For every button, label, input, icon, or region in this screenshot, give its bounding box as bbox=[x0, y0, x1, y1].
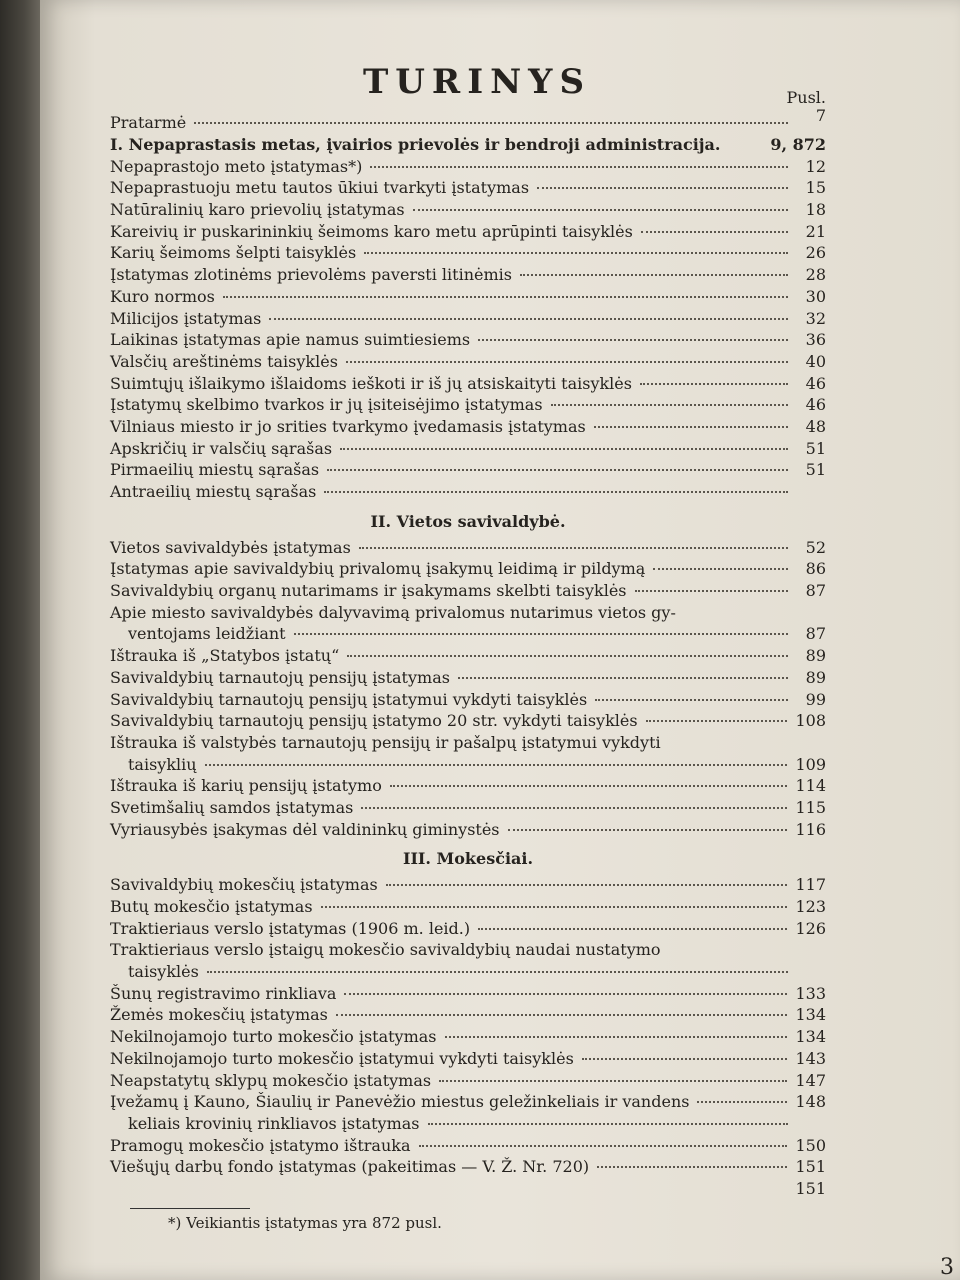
toc-entry bbox=[110, 264, 826, 286]
entry-page: 150 bbox=[795, 1135, 826, 1155]
entry-page: 116 bbox=[795, 819, 826, 839]
entry-page: 48 bbox=[805, 416, 826, 436]
dot-leader bbox=[294, 633, 788, 635]
entry-page: 36 bbox=[805, 330, 826, 350]
toc-entry bbox=[110, 918, 826, 940]
entry-text: Kareivių ir puskarininkių šeimoms karo metu aprūpinti taisyklės bbox=[110, 221, 633, 241]
dot-leader bbox=[458, 677, 788, 679]
entry-page: 89 bbox=[805, 667, 826, 687]
entry-page: 126 bbox=[795, 918, 826, 938]
toc-entry bbox=[110, 558, 826, 580]
dot-leader bbox=[359, 547, 788, 549]
section-heading: III. Mokesčiai. bbox=[402, 849, 534, 869]
dot-leader bbox=[207, 971, 788, 973]
toc-entry bbox=[110, 1070, 826, 1092]
entry-text: Pramogų mokesčio įstatymo ištrauka bbox=[110, 1135, 411, 1155]
toc-entry bbox=[110, 983, 826, 1005]
entry-text: Kuro normos bbox=[110, 286, 215, 306]
entry-text: ventojams leidžiant bbox=[128, 624, 286, 644]
toc-entry bbox=[110, 286, 826, 308]
dot-leader bbox=[223, 296, 788, 298]
entry-text: Valsčių areštinėms taisyklės bbox=[110, 351, 338, 371]
toc-entry bbox=[110, 819, 826, 841]
dot-leader bbox=[595, 699, 788, 701]
entry-page: 147 bbox=[795, 1070, 826, 1090]
dot-leader bbox=[344, 993, 787, 995]
entry-page: 87 bbox=[805, 581, 826, 601]
dot-leader bbox=[537, 187, 788, 189]
dot-leader bbox=[641, 231, 788, 233]
toc-entry bbox=[110, 1156, 826, 1178]
dot-leader bbox=[653, 568, 788, 570]
toc-entry bbox=[110, 961, 826, 983]
dot-leader bbox=[635, 590, 789, 592]
toc-entry bbox=[110, 645, 826, 667]
dot-leader bbox=[697, 1101, 787, 1103]
dot-leader bbox=[594, 426, 788, 428]
entry-text: Viešųjų darbų fondo įstatymas (pakeitimas — V. Ž. Nr. 720) bbox=[110, 1157, 590, 1177]
entry-text: Traktieriaus verslo įstatymas (1906 m. leid.) bbox=[110, 918, 471, 938]
footnote: *) Veikiantis įstatymas yra 872 pusl. bbox=[168, 1213, 442, 1232]
dot-leader bbox=[478, 339, 788, 341]
entry-text: Savivaldybių organų nutarimams ir įsakymams skelbti taisyklės bbox=[110, 581, 627, 601]
toc-sections bbox=[110, 134, 826, 1178]
entry-text: Ištrauka iš karių pensijų įstatymo bbox=[110, 776, 382, 796]
entry-page: 99 bbox=[805, 689, 826, 709]
dot-leader bbox=[582, 1058, 788, 1060]
entry-text: Suimtųjų išlaikymo išlaidoms ieškoti ir iš jų atsiskaityti taisyklės bbox=[110, 373, 632, 393]
entry-page: 134 bbox=[795, 1005, 826, 1025]
toc-entry bbox=[110, 623, 826, 645]
toc-entry bbox=[110, 874, 826, 896]
entry-text: Vietos savivaldybės įstatymas bbox=[110, 537, 351, 557]
entry-text: Butų mokesčio įstatymas bbox=[110, 897, 313, 916]
entry-page: 123 bbox=[795, 897, 826, 916]
dot-leader bbox=[478, 928, 787, 930]
toc-entry bbox=[110, 394, 826, 416]
entry-page: 148 bbox=[795, 1092, 826, 1112]
entry-text: Įvežamų į Kauno, Šiaulių ir Panevėžio miestus geležinkeliais ir vandens bbox=[110, 1092, 690, 1112]
entry-text: Traktieriaus verslo įstaigų mokesčio savivaldybių naudai nustatymo bbox=[110, 940, 661, 960]
toc-entry bbox=[110, 667, 826, 689]
dot-leader bbox=[597, 1166, 787, 1168]
entry-text: Nepaprastojo meto įstatymas*) bbox=[110, 156, 363, 176]
entry-text: taisyklės bbox=[128, 962, 199, 982]
entry-page: 51 bbox=[805, 438, 826, 458]
toc-entry bbox=[110, 329, 826, 351]
entry-text: Šunų registravimo rinkliava bbox=[110, 983, 337, 1003]
toc-entry bbox=[110, 710, 826, 732]
dot-leader bbox=[640, 383, 788, 385]
section-heading bbox=[110, 134, 826, 156]
entry-text: Apskričių ir valsčių sąrašas bbox=[110, 438, 333, 458]
entry-page: 87 bbox=[805, 624, 826, 644]
dot-leader bbox=[551, 404, 788, 406]
entry-text: Svetimšalių samdos įstatymas bbox=[110, 797, 354, 817]
entry-text: Įstatymas apie savivaldybių privalomų įsakymų leidimą ir pildymą bbox=[110, 559, 646, 579]
entry-page: 26 bbox=[805, 243, 826, 263]
dot-leader bbox=[340, 448, 788, 450]
entry-page: 134 bbox=[795, 1027, 826, 1047]
entry-page: 30 bbox=[805, 286, 826, 306]
toc-entry bbox=[110, 1004, 826, 1026]
table-of-contents bbox=[110, 60, 826, 1233]
entry-page: 89 bbox=[805, 646, 826, 666]
entry-page: 143 bbox=[795, 1048, 826, 1068]
page-title: TURINYS bbox=[362, 62, 591, 102]
entry-page: 117 bbox=[795, 875, 826, 895]
entry-text: Pirmaeilių miestų sąrašas bbox=[110, 460, 320, 480]
entry-text: Savivaldybių tarnautojų pensijų įstatymo 20 str. vykdyti taisyklės bbox=[110, 711, 638, 731]
entry-text: Milicijos įstatymas bbox=[110, 308, 262, 328]
dot-leader bbox=[346, 361, 788, 363]
entry-page: 15 bbox=[805, 178, 826, 198]
dot-leader bbox=[386, 884, 788, 886]
toc-entry bbox=[110, 156, 826, 178]
entry-text: Karių šeimoms šelpti taisyklės bbox=[110, 243, 357, 263]
entry-text: Ištrauka iš „Statybos įstatų“ bbox=[110, 646, 340, 666]
toc-entry bbox=[110, 373, 826, 395]
entry-text: Ištrauka iš valstybės tarnautojų pensijų ir pašalpų įstatymui vykdyti bbox=[110, 732, 661, 752]
toc-entry bbox=[110, 1026, 826, 1048]
entry-text: Savivaldybių mokesčių įstatymas bbox=[110, 875, 378, 895]
entry-text: Pratarmė bbox=[110, 113, 187, 132]
toc-entry bbox=[110, 1135, 826, 1157]
dot-leader bbox=[520, 274, 788, 276]
entry-page: 21 bbox=[805, 221, 826, 241]
toc-entry bbox=[110, 242, 826, 264]
entry-text: taisyklių bbox=[128, 754, 197, 774]
section-heading-pages: 9, 872 bbox=[770, 134, 826, 154]
entry-page: 40 bbox=[805, 351, 826, 371]
entry-text: Nekilnojamojo turto mokesčio įstatymas bbox=[110, 1027, 437, 1047]
entry-page: 133 bbox=[795, 983, 826, 1003]
toc-entry bbox=[110, 438, 826, 460]
dot-leader bbox=[324, 491, 788, 493]
entry-text: Vyriausybės įsakymas dėl valdininkų giminystės bbox=[110, 819, 500, 839]
entry-text: Savivaldybių tarnautojų pensijų įstatymas bbox=[110, 667, 450, 687]
entry-page: 46 bbox=[805, 395, 826, 415]
dot-leader bbox=[364, 252, 788, 254]
toc-entry bbox=[110, 459, 826, 481]
toc-entry bbox=[110, 199, 826, 221]
toc-entry bbox=[110, 351, 826, 373]
entry-text: Nepaprastuoju metu tautos ūkiui tvarkyti įstatymas bbox=[110, 178, 530, 198]
toc-entry bbox=[110, 481, 826, 503]
page-corner-number: 3 bbox=[940, 1255, 954, 1280]
toc-entry bbox=[110, 1091, 826, 1113]
dot-leader bbox=[419, 1145, 788, 1147]
dot-leader bbox=[321, 906, 788, 908]
toc-entry bbox=[110, 939, 826, 961]
entry-text: Laikinas įstatymas apie namus suimtiesiems bbox=[110, 330, 471, 350]
first-page-number: 7 bbox=[815, 106, 826, 125]
dot-leader bbox=[327, 469, 788, 471]
section-heading-text: I. Nepaprastasis metas, įvairios prievolės ir bendroji administracija. bbox=[110, 134, 721, 154]
toc-entry bbox=[110, 416, 826, 438]
toc-entry bbox=[110, 775, 826, 797]
dot-leader bbox=[646, 720, 788, 722]
entry-page: 86 bbox=[805, 559, 826, 579]
entry-text: Įstatymas zlotinėms prievolėms paversti litinėmis bbox=[110, 265, 512, 285]
book-page bbox=[40, 0, 960, 1280]
toc-entry bbox=[110, 308, 826, 330]
dot-leader bbox=[390, 785, 788, 787]
toc-entry bbox=[110, 221, 826, 243]
entry-text: Natūralinių karo prievolių įstatymas bbox=[110, 200, 405, 220]
entry-page: 114 bbox=[795, 776, 826, 796]
entry-text: Antraeilių miestų sąrašas bbox=[110, 482, 317, 501]
dot-leader bbox=[347, 655, 788, 657]
toc-entry bbox=[110, 1048, 826, 1070]
dot-leader bbox=[361, 807, 787, 809]
entry-text: Savivaldybių tarnautojų pensijų įstatymui vykdyti taisyklės bbox=[110, 689, 588, 709]
toc-entry bbox=[110, 177, 826, 199]
dot-leader bbox=[413, 209, 788, 211]
heading-spacer bbox=[721, 134, 771, 156]
book-spine bbox=[0, 0, 40, 1280]
entry-page: 12 bbox=[805, 156, 826, 176]
entry-text: Nekilnojamojo turto mokesčio įstatymui vykdyti taisyklės bbox=[110, 1048, 574, 1068]
toc-entry bbox=[110, 797, 826, 819]
entry-page: 109 bbox=[795, 754, 826, 774]
dot-leader bbox=[370, 166, 788, 168]
dot-leader bbox=[336, 1014, 788, 1016]
entry-page: 151 bbox=[795, 1157, 826, 1177]
section-heading: II. Vietos savivaldybė. bbox=[370, 511, 566, 531]
entry-page: 46 bbox=[805, 373, 826, 393]
toc-entry bbox=[110, 732, 826, 754]
toc-entry bbox=[110, 580, 826, 602]
dot-leader bbox=[205, 764, 788, 766]
entry-page: 18 bbox=[805, 200, 826, 220]
toc-entry bbox=[110, 602, 826, 624]
entry-text: Neapstatytų sklypų mokesčio įstatymas bbox=[110, 1070, 432, 1090]
toc-entry bbox=[110, 1113, 826, 1135]
footnote-rule bbox=[130, 1208, 250, 1209]
entry-text: Įstatymų skelbimo tvarkos ir jų įsiteisėjimo įstatymas bbox=[110, 395, 543, 415]
entry-page: 108 bbox=[795, 711, 826, 731]
entry-text: Apie miesto savivaldybės dalyvavimą privalomus nutarimus vietos gy- bbox=[110, 602, 676, 622]
dot-leader bbox=[428, 1123, 789, 1125]
toc-entry bbox=[110, 112, 826, 134]
entry-text: Žemės mokesčių įstatymas bbox=[110, 1005, 328, 1025]
entry-page: 51 bbox=[805, 460, 826, 480]
dot-leader bbox=[508, 829, 788, 831]
entry-page: 115 bbox=[795, 797, 826, 817]
entry-page: 52 bbox=[805, 537, 826, 557]
entry-page: 28 bbox=[805, 265, 826, 285]
toc-entry bbox=[110, 537, 826, 559]
toc-entry bbox=[110, 754, 826, 776]
entry-page: 32 bbox=[805, 308, 826, 328]
toc-entry bbox=[110, 896, 826, 918]
page-column-label: Pusl. bbox=[786, 88, 826, 107]
dot-leader bbox=[269, 318, 788, 320]
toc-entry bbox=[110, 689, 826, 711]
last-page-number: 151 bbox=[795, 1178, 826, 1198]
dot-leader bbox=[194, 122, 788, 124]
dot-leader bbox=[439, 1080, 787, 1082]
dot-leader bbox=[445, 1036, 788, 1038]
entry-text: Vilniaus miesto ir jo srities tvarkymo įvedamasis įstatymas bbox=[110, 416, 586, 436]
entry-text: keliais krovinių rinkliavos įstatymas bbox=[128, 1113, 420, 1133]
